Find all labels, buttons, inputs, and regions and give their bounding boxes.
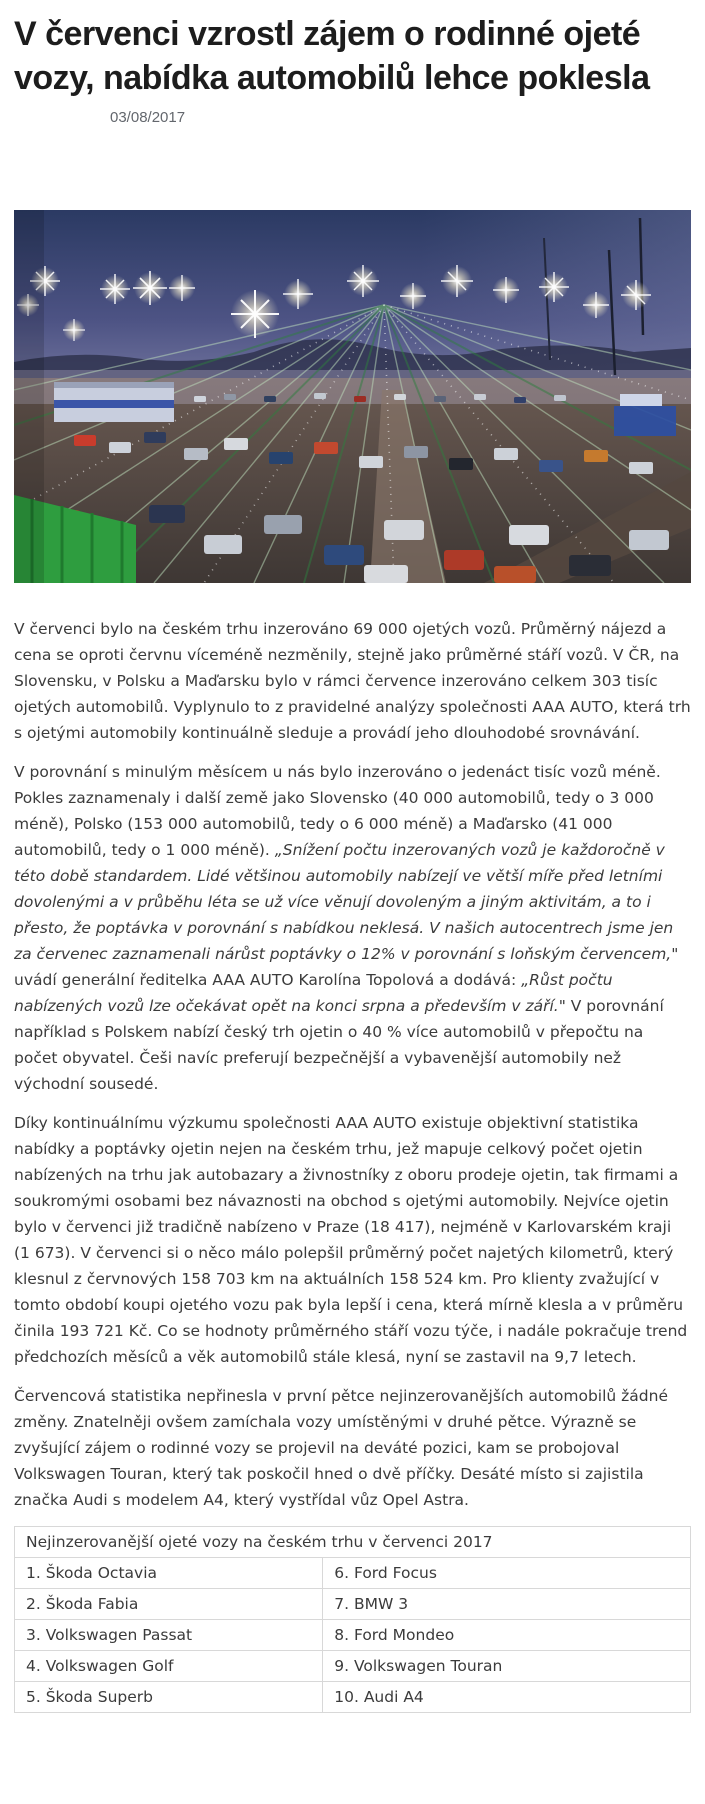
table-cell: 10. Audi A4 — [323, 1682, 691, 1713]
table-row — [15, 1558, 691, 1589]
article-date: 03/08/2017 — [110, 109, 186, 126]
quote-text: „Snížení počtu inzerovaných vozů je každoročně v této době standardem. Lidé většinou automobily nabízejí ve větší míře před letními dovolenými a v průběhu léta se už více věnují dovoleným a jiným aktivitám, a to i přesto, že poptávka v porovnání s nabídkou neklesá. V našich autocentrech jsme jen za červenec zaznamenali nárůst poptávky o 12% v porovnání s loňským červencem," — [14, 841, 679, 963]
table-header-row — [15, 1527, 691, 1558]
paragraph-4 — [14, 1383, 691, 1513]
paragraph-2 — [14, 759, 691, 1097]
table-cell: 5. Škoda Superb — [15, 1682, 323, 1713]
table-cell: 3. Volkswagen Passat — [15, 1620, 323, 1651]
table-cell: 1. Škoda Octavia — [15, 1558, 323, 1589]
paragraph-3 — [14, 1110, 691, 1370]
paragraph-1 — [14, 616, 691, 746]
table-row — [15, 1620, 691, 1651]
article-title: V červenci vzrostl zájem o rodinné ojeté vozy, nabídka automobilů lehce poklesla — [14, 15, 650, 97]
table-cell: 9. Volkswagen Touran — [323, 1651, 691, 1682]
body-text: V porovnání například s Polskem nabízí český trh ojetin o 40 % více automobilů v přepočtu na počet obyvatel. Češi navíc preferují bezpečnější a vybavenější automobily než východní sousedé. — [14, 997, 664, 1093]
body-text: Červencová statistika nepřinesla v první pětce nejinzerovanějších automobilů žádné změny. Znatelněji ovšem zamíchala vozy umístěnými v druhé pětce. Výrazně se zvyšující zájem o rodinné vozy se projevil na deváté pozici, kam se probojoval Volkswagen Touran, který tak poskočil hned o dvě příčky. Desáté místo si zajistila značka Audi s modelem A4, který vystřídal vůz Opel Astra. — [14, 1387, 668, 1509]
top-cars-table — [14, 1526, 691, 1713]
table-cell: 7. BMW 3 — [323, 1589, 691, 1620]
hero-image — [14, 210, 691, 583]
body-text: V červenci bylo na českém trhu inzerováno 69 000 ojetých vozů. Průměrný nájezd a cena se oproti červnu víceméně nezměnily, stejně jako průměrné stáří vozů. V ČR, na Slovensku, v Polsku a Maďarsku bylo v rámci července inzerováno celkem 303 tisíc ojetých automobilů. Vyplynulo to z pravidelné analýzy společnosti AAA AUTO, která trh s ojetými automobily kontinuálně sleduje a provádí jeho dlouhodobé srovnávání. — [14, 620, 691, 742]
body-text: V porovnání s minulým měsícem u nás bylo inzerováno o jedenáct tisíc vozů méně. Pokles zaznamenaly i další země jako Slovensko (40 000 automobilů, tedy o 3 000 méně), Polsko (153 000 automobilů, tedy o 6 000 méně) a Maďarsko (41 000 automobilů, tedy o 1 000 méně). — [14, 763, 661, 859]
table-row — [15, 1651, 691, 1682]
table-cell: 8. Ford Mondeo — [323, 1620, 691, 1651]
hero-photo-svg — [14, 210, 691, 583]
table-row — [15, 1682, 691, 1713]
table-cell: 2. Škoda Fabia — [15, 1589, 323, 1620]
table-cell: 6. Ford Focus — [323, 1558, 691, 1589]
table-cell: 4. Volkswagen Golf — [15, 1651, 323, 1682]
quote-text: „Růst počtu nabízených vozů lze očekávat opět na konci srpna a především v září." — [14, 971, 613, 1015]
body-text: uvádí generální ředitelka AAA AUTO Karolína Topolová a dodává: — [14, 971, 522, 989]
table-row — [15, 1589, 691, 1620]
table-body — [15, 1558, 691, 1713]
table-title: Nejinzerovanější ojeté vozy na českém trhu v červenci 2017 — [15, 1527, 691, 1558]
body-text: Díky kontinuálnímu výzkumu společnosti AAA AUTO existuje objektivní statistika nabídky a poptávky ojetin nejen na českém trhu, jež mapuje celkový počet ojetin nabízených na trhu jak autobazary a živnostníky z oboru prodeje ojetin, tak firmami a soukromými osobami bez návaznosti na obchod s ojetými automobily. Nejvíce ojetin bylo v červenci již tradičně nabízeno v Praze (18 417), nejméně v Karlovarském kraji (1 673). V červenci si o něco málo polepšil průměrný počet najetých kilometrů, který klesnul z červnových 158 703 km na aktuálních 158 524 km. Pro klienty zvažující v tomto období koupi ojetého vozu pak byla lepší i cena, která mírně klesla a v průměru činila 193 721 Kč. Co se hodnoty průměrného stáří vozu týče, i nadále pokračuje trend předchozích měsíců a věk automobilů stále klesá, nyní se zastavil na 9,7 letech. — [14, 1114, 688, 1366]
